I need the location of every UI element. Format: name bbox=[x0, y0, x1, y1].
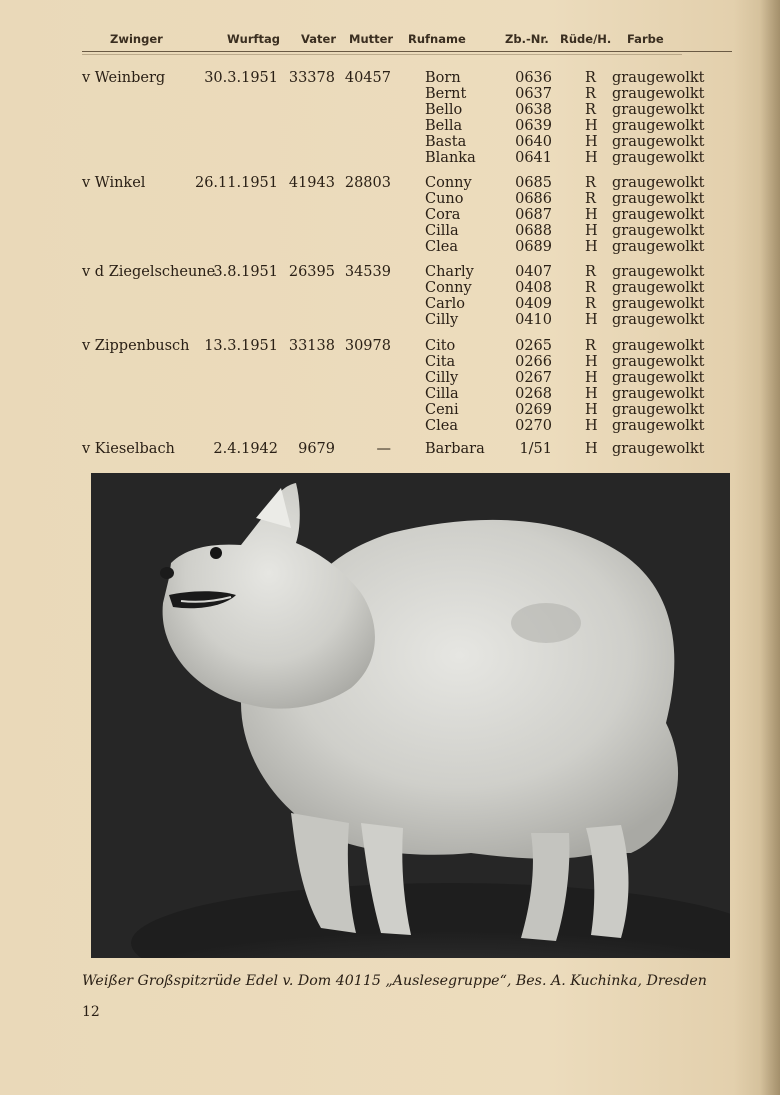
header-farbe: Farbe bbox=[627, 32, 664, 46]
table-row bbox=[0, 402, 780, 418]
zbnr-cell: 0685 bbox=[515, 175, 552, 191]
table-row bbox=[0, 296, 780, 312]
rufname-cell: Bernt bbox=[425, 86, 467, 102]
table-row bbox=[0, 134, 780, 150]
farbe-cell: graugewolkt bbox=[612, 280, 705, 296]
farbe-cell: graugewolkt bbox=[612, 86, 705, 102]
header-wurftag: Wurftag bbox=[227, 32, 281, 46]
rufname-cell: Bella bbox=[425, 118, 463, 134]
ruede-cell: H bbox=[585, 312, 598, 328]
header-zbnr: Zb.-Nr. bbox=[505, 32, 549, 46]
table-row bbox=[0, 175, 780, 191]
zbnr-cell: 0270 bbox=[515, 418, 552, 434]
table-row bbox=[0, 102, 780, 118]
farbe-cell: graugewolkt bbox=[612, 207, 705, 223]
rufname-cell: Cilla bbox=[425, 223, 459, 239]
header-rufname: Rufname bbox=[408, 32, 466, 46]
header-rule-second bbox=[82, 54, 682, 55]
rufname-cell: Cuno bbox=[425, 191, 464, 207]
wurftag-cell: 3.8.1951 bbox=[213, 264, 278, 280]
rufname-cell: Cilly bbox=[425, 312, 459, 328]
header-zwinger: Zwinger bbox=[110, 32, 163, 46]
table-row bbox=[0, 118, 780, 134]
wurftag-cell: 2.4.1942 bbox=[213, 441, 278, 457]
zbnr-cell: 0637 bbox=[515, 86, 552, 102]
ruede-cell: H bbox=[585, 118, 598, 134]
farbe-cell: graugewolkt bbox=[612, 150, 705, 166]
ruede-cell: H bbox=[585, 402, 598, 418]
zbnr-cell: 0267 bbox=[515, 370, 552, 386]
ruede-cell: H bbox=[585, 441, 598, 457]
zbnr-cell: 0407 bbox=[515, 264, 552, 280]
rufname-cell: Cilla bbox=[425, 386, 459, 402]
farbe-cell: graugewolkt bbox=[612, 441, 705, 457]
table-row bbox=[0, 370, 780, 386]
farbe-cell: graugewolkt bbox=[612, 338, 705, 354]
table-row bbox=[0, 441, 780, 457]
ruede-cell: H bbox=[585, 223, 598, 239]
zbnr-cell: 0641 bbox=[515, 150, 552, 166]
zbnr-cell: 0408 bbox=[515, 280, 552, 296]
farbe-cell: graugewolkt bbox=[612, 239, 705, 255]
rufname-cell: Cita bbox=[425, 354, 456, 370]
ruede-cell: R bbox=[585, 191, 596, 207]
ruede-cell: H bbox=[585, 134, 598, 150]
rufname-cell: Bello bbox=[425, 102, 463, 118]
ruede-cell: R bbox=[585, 338, 596, 354]
zbnr-cell: 0686 bbox=[515, 191, 552, 207]
table-row bbox=[0, 70, 780, 86]
farbe-cell: graugewolkt bbox=[612, 175, 705, 191]
table-row bbox=[0, 264, 780, 280]
ruede-cell: H bbox=[585, 150, 598, 166]
rufname-cell: Barbara bbox=[425, 441, 485, 457]
zbnr-cell: 0687 bbox=[515, 207, 552, 223]
zbnr-cell: 0410 bbox=[515, 312, 552, 328]
wurftag-cell: 13.3.1951 bbox=[204, 338, 278, 354]
table-row bbox=[0, 280, 780, 296]
ruede-cell: R bbox=[585, 280, 596, 296]
farbe-cell: graugewolkt bbox=[612, 70, 705, 86]
zbnr-cell: 0638 bbox=[515, 102, 552, 118]
table-row bbox=[0, 239, 780, 255]
mutter-cell: 34539 bbox=[344, 264, 391, 280]
farbe-cell: graugewolkt bbox=[612, 223, 705, 239]
farbe-cell: graugewolkt bbox=[612, 418, 705, 434]
zwinger-cell: v Kieselbach bbox=[82, 441, 175, 457]
rufname-cell: Blanka bbox=[425, 150, 476, 166]
ruede-cell: H bbox=[585, 239, 598, 255]
zbnr-cell: 0409 bbox=[515, 296, 552, 312]
rufname-cell: Cora bbox=[425, 207, 461, 223]
zwinger-cell: v Zippenbusch bbox=[82, 338, 190, 354]
ruede-cell: R bbox=[585, 175, 596, 191]
ruede-cell: R bbox=[585, 70, 596, 86]
rufname-cell: Conny bbox=[425, 175, 472, 191]
wurftag-cell: 30.3.1951 bbox=[204, 70, 278, 86]
ruede-cell: R bbox=[585, 296, 596, 312]
farbe-cell: graugewolkt bbox=[612, 264, 705, 280]
dog-photo bbox=[91, 473, 730, 958]
zbnr-cell: 0688 bbox=[515, 223, 552, 239]
farbe-cell: graugewolkt bbox=[612, 102, 705, 118]
vater-cell: 41943 bbox=[288, 175, 335, 191]
rufname-cell: Cilly bbox=[425, 370, 459, 386]
ruede-cell: H bbox=[585, 418, 598, 434]
table-row bbox=[0, 86, 780, 102]
table-row bbox=[0, 312, 780, 328]
mutter-cell: 40457 bbox=[344, 70, 391, 86]
header-rule bbox=[82, 51, 732, 52]
header-ruede: Rüde/H. bbox=[560, 32, 612, 46]
table-row bbox=[0, 338, 780, 354]
ruede-cell: H bbox=[585, 386, 598, 402]
rufname-cell: Ceni bbox=[425, 402, 459, 418]
farbe-cell: graugewolkt bbox=[612, 354, 705, 370]
ruede-cell: H bbox=[585, 207, 598, 223]
farbe-cell: graugewolkt bbox=[612, 134, 705, 150]
table-row bbox=[0, 150, 780, 166]
farbe-cell: graugewolkt bbox=[612, 191, 705, 207]
wurftag-cell: 26.11.1951 bbox=[194, 175, 278, 191]
mutter-cell: 30978 bbox=[344, 338, 391, 354]
table-row bbox=[0, 191, 780, 207]
rufname-cell: Born bbox=[425, 70, 461, 86]
table-row bbox=[0, 418, 780, 434]
table-row bbox=[0, 354, 780, 370]
farbe-cell: graugewolkt bbox=[612, 402, 705, 418]
rufname-cell: Clea bbox=[425, 239, 458, 255]
ruede-cell: R bbox=[585, 264, 596, 280]
zwinger-cell: v Weinberg bbox=[82, 70, 166, 86]
zwinger-cell: v d Ziegelscheune bbox=[82, 264, 216, 280]
rufname-cell: Basta bbox=[425, 134, 467, 150]
zbnr-cell: 1/51 bbox=[519, 441, 552, 457]
vater-cell: 33378 bbox=[288, 70, 335, 86]
ruede-cell: R bbox=[585, 102, 596, 118]
page-number: 12 bbox=[82, 1004, 100, 1020]
ruede-cell: H bbox=[585, 354, 598, 370]
table-row bbox=[0, 386, 780, 402]
header-mutter: Mutter bbox=[349, 32, 394, 46]
zbnr-cell: 0268 bbox=[515, 386, 552, 402]
rufname-cell: Clea bbox=[425, 418, 458, 434]
header-vater: Vater bbox=[301, 32, 336, 46]
zbnr-cell: 0639 bbox=[515, 118, 552, 134]
mutter-cell: 28803 bbox=[344, 175, 391, 191]
farbe-cell: graugewolkt bbox=[612, 296, 705, 312]
vater-cell: 9679 bbox=[298, 441, 335, 457]
table-row bbox=[0, 223, 780, 239]
rufname-cell: Conny bbox=[425, 280, 472, 296]
zbnr-cell: 0269 bbox=[515, 402, 552, 418]
farbe-cell: graugewolkt bbox=[612, 386, 705, 402]
vater-cell: 33138 bbox=[288, 338, 335, 354]
ruede-cell: R bbox=[585, 86, 596, 102]
rufname-cell: Cito bbox=[425, 338, 456, 354]
farbe-cell: graugewolkt bbox=[612, 370, 705, 386]
zbnr-cell: 0266 bbox=[515, 354, 552, 370]
zbnr-cell: 0636 bbox=[515, 70, 552, 86]
spitz-dog-image bbox=[91, 473, 730, 958]
zbnr-cell: 0265 bbox=[515, 338, 552, 354]
farbe-cell: graugewolkt bbox=[612, 118, 705, 134]
zbnr-cell: 0640 bbox=[515, 134, 552, 150]
farbe-cell: graugewolkt bbox=[612, 312, 705, 328]
rufname-cell: Carlo bbox=[425, 296, 466, 312]
zwinger-cell: v Winkel bbox=[82, 175, 146, 191]
table-row bbox=[0, 207, 780, 223]
vater-cell: 26395 bbox=[288, 264, 335, 280]
photo-caption: Weißer Großspitzrüde Edel v. Dom 40115 „Auslesegruppe“, Bes. A. Kuchinka, Dresden bbox=[82, 973, 707, 989]
mutter-cell: — bbox=[376, 441, 391, 457]
zbnr-cell: 0689 bbox=[515, 239, 552, 255]
rufname-cell: Charly bbox=[425, 264, 474, 280]
ruede-cell: H bbox=[585, 370, 598, 386]
